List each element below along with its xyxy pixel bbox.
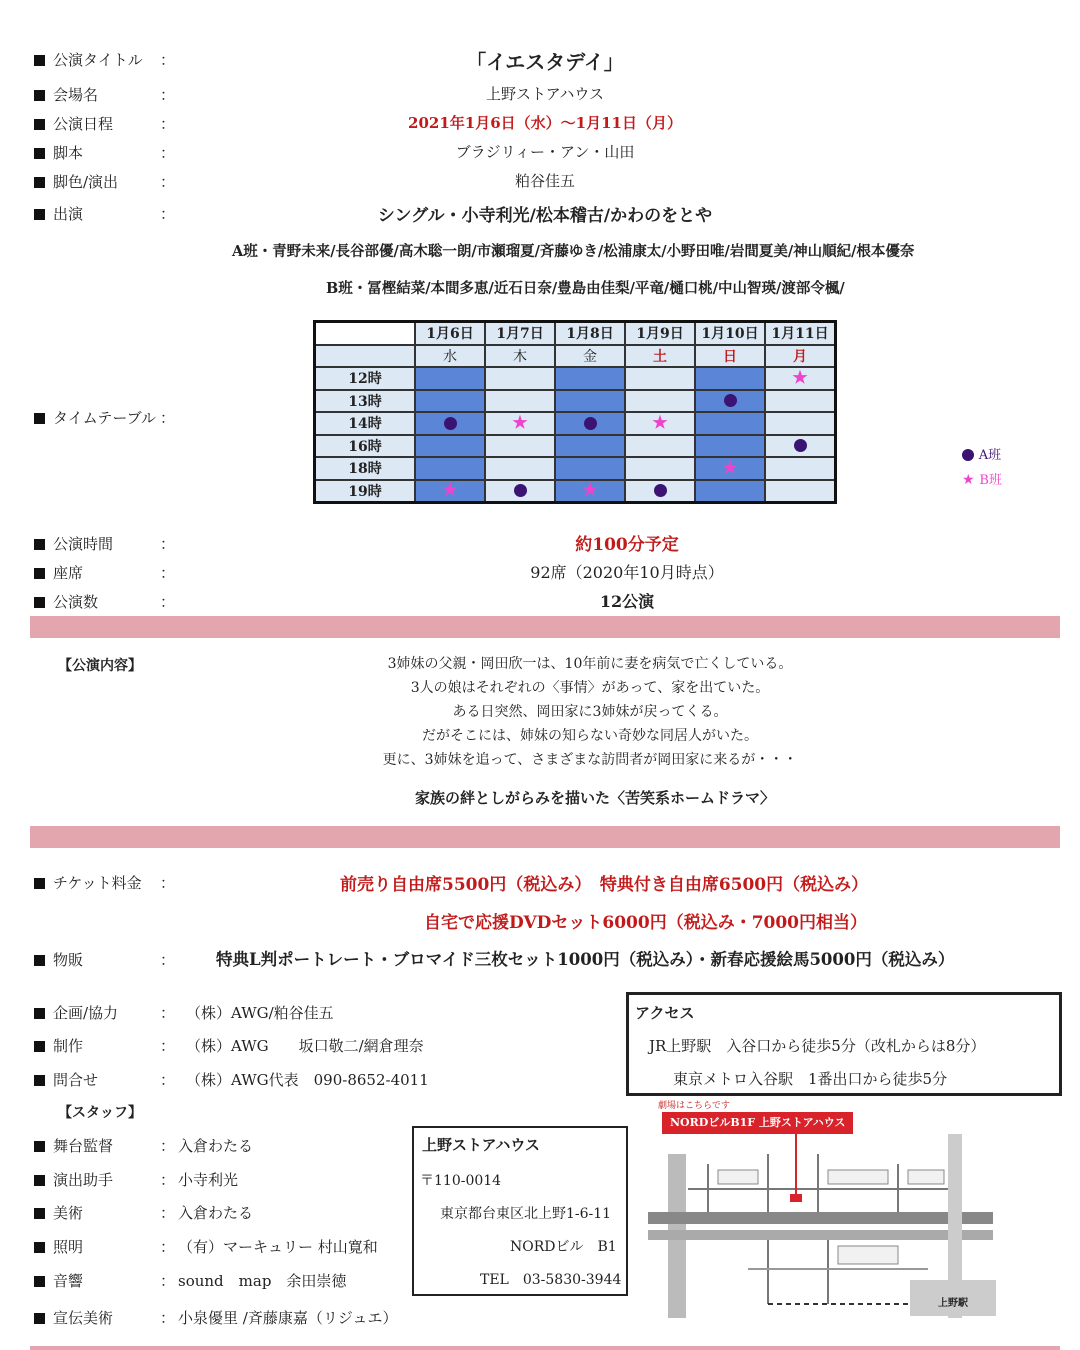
slot-empty bbox=[695, 367, 765, 390]
theater-marker bbox=[790, 1194, 802, 1202]
map-building bbox=[838, 1246, 898, 1264]
synopsis-line: 3人の娘はそれぞれの〈事情〉があって、家を出ていた。 bbox=[410, 680, 770, 696]
address-box bbox=[412, 1126, 628, 1296]
label-title: 公演タイトル bbox=[34, 49, 143, 70]
access-map bbox=[648, 1098, 998, 1318]
label-stage-manager: 舞台監督 bbox=[34, 1135, 113, 1156]
time-label: 14時 bbox=[315, 412, 416, 435]
colon: ： bbox=[160, 564, 176, 582]
access-title: アクセス bbox=[635, 1004, 695, 1022]
label-ticket: チケット料金 bbox=[34, 872, 142, 893]
venue-name: 上野ストアハウス bbox=[486, 85, 604, 103]
slot-empty bbox=[695, 435, 765, 458]
date-header: 1月9日 bbox=[625, 322, 695, 345]
colon: ： bbox=[160, 593, 176, 611]
slot-empty bbox=[415, 457, 485, 480]
team-b-star-icon: ★ bbox=[652, 412, 668, 433]
date-header: 1月11日 bbox=[765, 322, 836, 345]
label-timetable: タイムテーブル bbox=[34, 407, 156, 428]
colon: ： bbox=[160, 1071, 176, 1089]
script-author: ブラジリィー・アン・山田 bbox=[455, 143, 635, 161]
corner-cell bbox=[315, 322, 416, 345]
slot-empty bbox=[485, 367, 555, 390]
colon: ： bbox=[160, 86, 176, 104]
team-b-star-icon: ★ bbox=[582, 480, 598, 501]
merch-value: 特典L判ポートレート・ブロマイド三枚セット1000円（税込み）・新春応援絵馬5000円（税込み） bbox=[216, 950, 955, 969]
colon: ： bbox=[160, 205, 176, 223]
synopsis-body bbox=[270, 652, 910, 772]
weekday-header: 月 bbox=[765, 345, 836, 368]
divider-band bbox=[30, 826, 1060, 848]
slot-empty bbox=[415, 435, 485, 458]
assistant-director-value: 小寺利光 bbox=[178, 1171, 239, 1189]
synopsis-heading: 【公演内容】 bbox=[58, 658, 142, 674]
weekday-header: 水 bbox=[415, 345, 485, 368]
production-value: （株）AWG 坂口敬二/網倉理奈 bbox=[186, 1037, 424, 1055]
synopsis-line: ある日突然、岡田家に3姉妹が戻ってくる。 bbox=[452, 704, 728, 720]
label-cast: 出演 bbox=[34, 203, 83, 224]
slot-empty bbox=[485, 390, 555, 413]
director: 粕谷佳五 bbox=[514, 172, 575, 190]
timetable bbox=[313, 320, 837, 504]
address-building: NORDビル B1 bbox=[510, 1239, 617, 1255]
label-art: 美術 bbox=[34, 1202, 83, 1223]
weekday-corner bbox=[315, 345, 416, 368]
slot-a bbox=[765, 435, 836, 458]
synopsis-line: 更に、3姉妹を追って、さまざまな訪問者が岡田家に来るが・・・ bbox=[382, 752, 798, 768]
seats-value: 92席（2020年10月時点） bbox=[530, 563, 724, 582]
colon: ： bbox=[160, 1137, 176, 1155]
legend-b: ★ B班 bbox=[962, 472, 1002, 488]
map-road bbox=[648, 1230, 993, 1240]
synopsis-line: 3姉妹の父親・岡田欣一は、10年前に妻を病気で亡くしている。 bbox=[387, 656, 793, 672]
label-lighting: 照明 bbox=[34, 1236, 83, 1257]
label-direction: 脚色/演出 bbox=[34, 171, 118, 192]
colon: ： bbox=[160, 535, 176, 553]
map-banner: NORDビルB1F 上野ストアハウス bbox=[662, 1112, 853, 1134]
label-merch: 物販 bbox=[34, 949, 83, 970]
team-a-dot-icon bbox=[654, 484, 667, 497]
colon: ： bbox=[160, 173, 176, 191]
map-road bbox=[648, 1212, 993, 1224]
time-label: 16時 bbox=[315, 435, 416, 458]
time-label: 18時 bbox=[315, 457, 416, 480]
time-label: 13時 bbox=[315, 390, 416, 413]
bottom-band bbox=[30, 1346, 1060, 1350]
contact-value: （株）AWG代表 090-8652-4011 bbox=[186, 1071, 429, 1089]
slot-b bbox=[695, 457, 765, 480]
label-count: 公演数 bbox=[34, 591, 98, 612]
divider-band bbox=[30, 616, 1060, 638]
map-building bbox=[828, 1170, 888, 1184]
team-a-dot-icon bbox=[444, 417, 457, 430]
date-header: 1月10日 bbox=[695, 322, 765, 345]
slot-empty bbox=[485, 457, 555, 480]
team-a-dot-icon bbox=[724, 394, 737, 407]
label-venue: 会場名 bbox=[34, 84, 98, 105]
slot-empty bbox=[765, 457, 836, 480]
team-a-dot-icon bbox=[514, 484, 527, 497]
slot-b bbox=[485, 412, 555, 435]
weekday-header: 金 bbox=[555, 345, 625, 368]
weekday-header: 土 bbox=[625, 345, 695, 368]
cast-single: シングル・小寺利光/松本稽古/かわのをとや bbox=[377, 206, 713, 226]
team-b-star-icon: ★ bbox=[962, 472, 975, 488]
slot-b bbox=[625, 412, 695, 435]
slot-a bbox=[695, 390, 765, 413]
slot-empty bbox=[415, 390, 485, 413]
cast-team-a: A班・青野未来/長谷部優/高木聡一朗/市瀬瑠夏/斉藤ゆき/松浦康太/小野田唯/岩間夏美/神山順紀/根本優奈 bbox=[232, 243, 915, 260]
access-box bbox=[626, 992, 1062, 1096]
performance-dates: 2021年1月6日（水）〜1月11日（月） bbox=[408, 114, 682, 132]
label-contact: 問合せ bbox=[34, 1069, 98, 1090]
slot-empty bbox=[625, 457, 695, 480]
label-seats: 座席 bbox=[34, 562, 83, 583]
slot-b bbox=[555, 480, 625, 503]
time-label: 12時 bbox=[315, 367, 416, 390]
time-label: 19時 bbox=[315, 480, 416, 503]
slot-empty bbox=[695, 480, 765, 503]
art-value: 入倉わたる bbox=[178, 1204, 254, 1222]
sound-value: sound map 余田崇徳 bbox=[178, 1272, 347, 1290]
weekday-header: 日 bbox=[695, 345, 765, 368]
colon: ： bbox=[160, 1004, 176, 1022]
label-script: 脚本 bbox=[34, 142, 83, 163]
label-duration: 公演時間 bbox=[34, 533, 113, 554]
colon: ： bbox=[160, 1309, 176, 1327]
synopsis-line: だがそこには、姉妹の知らない奇妙な同居人がいた。 bbox=[422, 728, 758, 744]
address-street: 東京都台東区北上野1-6-11 bbox=[440, 1206, 612, 1222]
colon: ： bbox=[160, 1238, 176, 1256]
slot-empty bbox=[555, 457, 625, 480]
planning-value: （株）AWG/粕谷佳五 bbox=[186, 1004, 334, 1022]
map-note: 劇場はこちらです bbox=[658, 1101, 730, 1111]
staff-heading: 【スタッフ】 bbox=[58, 1105, 142, 1121]
date-header: 1月7日 bbox=[485, 322, 555, 345]
colon: ： bbox=[160, 409, 176, 427]
colon: ： bbox=[160, 1204, 176, 1222]
slot-a bbox=[415, 412, 485, 435]
cast-team-b: B班・冨樫結菜/本間多恵/近石日奈/豊島由佳梨/平竜/樋口桃/中山智瑛/渡部令楓/ bbox=[326, 280, 845, 297]
team-a-dot-icon bbox=[962, 449, 974, 461]
colon: ： bbox=[160, 1171, 176, 1189]
stage-manager-value: 入倉わたる bbox=[178, 1137, 254, 1155]
colon: ： bbox=[160, 1272, 176, 1290]
team-a-dot-icon bbox=[584, 417, 597, 430]
team-b-star-icon: ★ bbox=[722, 457, 738, 478]
slot-empty bbox=[695, 412, 765, 435]
count-value: 12公演 bbox=[599, 592, 655, 611]
slot-empty bbox=[625, 367, 695, 390]
slot-b bbox=[765, 367, 836, 390]
slot-empty bbox=[765, 390, 836, 413]
colon: ： bbox=[160, 115, 176, 133]
colon: ： bbox=[160, 951, 176, 969]
ticket-line-1: 前売り自由席5500円（税込み） 特典付き自由席6500円（税込み） bbox=[340, 875, 869, 895]
label-assistant-director: 演出助手 bbox=[34, 1169, 113, 1190]
ticket-line-2: 自宅で応援DVDセット6000円（税込み・7000円相当） bbox=[424, 913, 868, 933]
slot-b bbox=[415, 480, 485, 503]
colon: ： bbox=[160, 874, 176, 892]
slot-a bbox=[485, 480, 555, 503]
label-planning: 企画/協力 bbox=[34, 1002, 118, 1023]
slot-empty bbox=[555, 390, 625, 413]
team-b-star-icon: ★ bbox=[512, 412, 528, 433]
map-drawing bbox=[648, 1134, 998, 1318]
slot-empty bbox=[625, 390, 695, 413]
slot-empty bbox=[765, 412, 836, 435]
performance-title: 「イエスタデイ」 bbox=[466, 50, 624, 74]
team-b-star-icon: ★ bbox=[442, 480, 458, 501]
lighting-value: （有）マーキュリー 村山寛和 bbox=[178, 1238, 378, 1256]
slot-empty bbox=[555, 367, 625, 390]
slot-empty bbox=[765, 480, 836, 503]
team-b-star-icon: ★ bbox=[792, 367, 808, 388]
date-header: 1月6日 bbox=[415, 322, 485, 345]
colon: ： bbox=[160, 51, 176, 69]
slot-empty bbox=[485, 435, 555, 458]
slot-a bbox=[555, 412, 625, 435]
duration-value: 約100分予定 bbox=[575, 535, 679, 555]
synopsis-tagline: 家族の絆としがらみを描いた〈苦笑系ホームドラマ〉 bbox=[414, 789, 775, 807]
publicity-art-value: 小泉優里 /斉藤康嘉（リジュエ） bbox=[178, 1309, 398, 1327]
colon: ： bbox=[160, 1037, 176, 1055]
slot-empty bbox=[415, 367, 485, 390]
map-building bbox=[908, 1170, 944, 1184]
slot-empty bbox=[555, 435, 625, 458]
weekday-header: 木 bbox=[485, 345, 555, 368]
date-header: 1月8日 bbox=[555, 322, 625, 345]
address-zip: 〒110-0014 bbox=[420, 1173, 502, 1189]
address-tel: TEL 03-5830-3944 bbox=[480, 1272, 622, 1288]
team-a-dot-icon bbox=[794, 439, 807, 452]
label-dates: 公演日程 bbox=[34, 113, 113, 134]
slot-a bbox=[625, 480, 695, 503]
legend-a: A班 bbox=[962, 444, 1001, 463]
access-line-2: 東京メトロ入谷駅 1番出口から徒歩5分 bbox=[673, 1070, 948, 1088]
access-line-1: JR上野駅 入谷口から徒歩5分（改札からは8分） bbox=[649, 1037, 986, 1055]
station-label: 上野駅 bbox=[938, 1298, 968, 1309]
map-building bbox=[718, 1170, 758, 1184]
label-publicity-art: 宣伝美術 bbox=[34, 1307, 113, 1328]
slot-empty bbox=[625, 435, 695, 458]
colon: ： bbox=[160, 144, 176, 162]
label-sound: 音響 bbox=[34, 1270, 83, 1291]
address-venue-name: 上野ストアハウス bbox=[422, 1136, 540, 1154]
label-production: 制作 bbox=[34, 1035, 83, 1056]
